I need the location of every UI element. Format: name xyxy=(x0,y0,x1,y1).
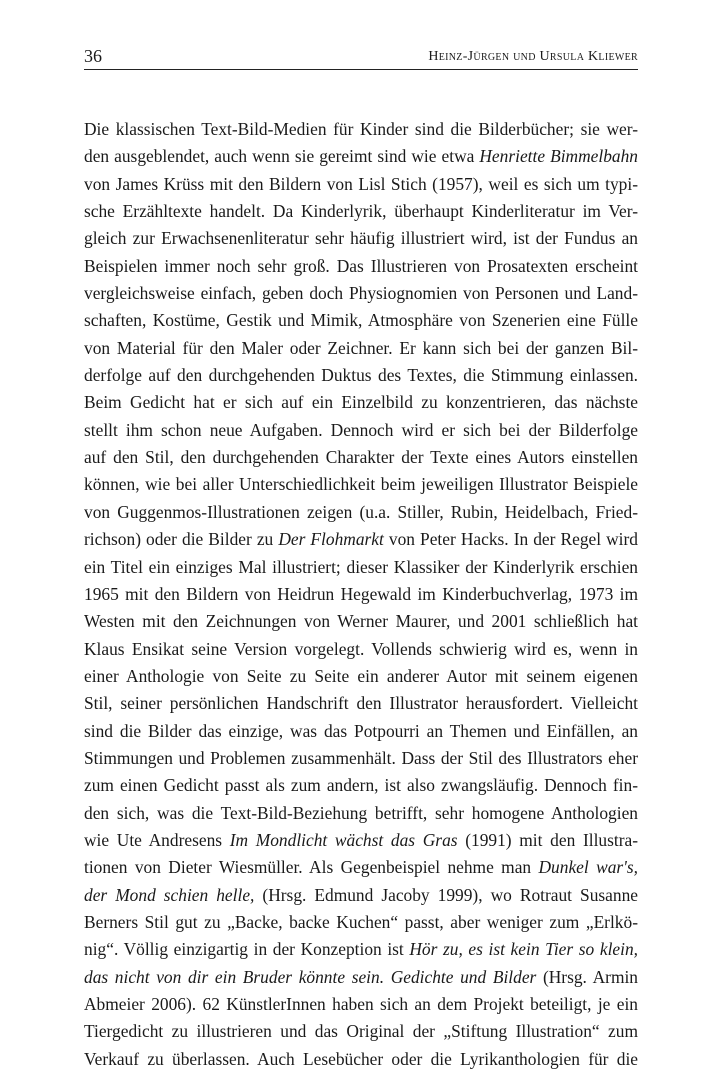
text-line xyxy=(84,663,638,690)
running-head: Heinz-Jürgen und Ursula Kliewer xyxy=(428,49,638,64)
page-header xyxy=(84,46,638,66)
text-run: richson) oder die Bilder zu xyxy=(84,529,279,550)
text-run: auf den Stil, den durchgehenden Charakter der Texte eines Autors einstellen xyxy=(84,447,638,468)
text-run: tionen von Dieter Wiesmüller. Als Gegenbeispiel nehme man xyxy=(84,857,539,878)
text-line xyxy=(84,225,638,252)
text-run: Westen mit den Zeichnungen von Werner Maurer, und 2001 schließlich hat xyxy=(84,611,638,632)
text-run: (Hrsg. Edmund Jacoby 1999), wo Rotraut Susanne xyxy=(254,884,638,905)
text-line xyxy=(84,526,638,553)
text-run: Beim Gedicht hat er sich auf ein Einzelbild zu konzentrieren, das nächste xyxy=(84,392,638,413)
text-run: können, wie bei aller Unterschiedlichkeit beim jeweiligen Illustrator Beispiele xyxy=(84,474,638,495)
text-line xyxy=(84,690,638,717)
body-paragraph xyxy=(84,116,638,1073)
text-line xyxy=(84,444,638,471)
text-run: wie Ute Andresens xyxy=(84,829,230,850)
text-line xyxy=(84,936,638,963)
text-line xyxy=(84,581,638,608)
text-line xyxy=(84,554,638,581)
text-line xyxy=(84,253,638,280)
text-run: Stil, seiner persönlichen Handschrift den Illustrator herausfordert. Vielleicht xyxy=(84,693,638,714)
text-line xyxy=(84,608,638,635)
italic-title: Im Mondlicht wächst das Gras xyxy=(229,829,458,850)
page-number: 36 xyxy=(84,46,102,66)
italic-title: Hör zu, es ist kein Tier so klein, xyxy=(409,939,638,960)
text-run: Beispielen immer noch sehr groß. Das Illustrieren von Prosatexten erscheint xyxy=(84,255,638,276)
text-line xyxy=(84,827,638,854)
italic-title: Henriette Bimmelbahn xyxy=(479,146,638,167)
text-run: von James Krüss mit den Bildern von Lisl Stich (1957), weil es sich um typi- xyxy=(84,173,638,194)
text-run: Tiergedicht zu illustrieren und das Original der „Stiftung Illustration“ zum xyxy=(84,1021,638,1042)
text-run: von Material für den Maler oder Zeichner. Er kann sich bei der ganzen Bil- xyxy=(84,337,638,358)
text-run: von Guggenmos-Illustrationen zeigen (u.a. Stiller, Rubin, Heidelbach, Fried- xyxy=(84,501,638,522)
text-run: den sich, was die Text-Bild-Beziehung betrifft, sehr homogene Anthologien xyxy=(84,802,638,823)
italic-title: das nicht von dir ein Bruder könnte sein. Gedichte und Bilder xyxy=(84,966,537,987)
text-line xyxy=(84,389,638,416)
text-line xyxy=(84,991,638,1018)
text-run: Abmeier 2006). 62 KünstlerInnen haben sich an dem Projekt beteiligt, je ein xyxy=(84,994,638,1014)
text-run: schaften, Kostüme, Gestik und Mimik, Atmosphäre von Szenerien eine Fülle xyxy=(84,310,638,331)
text-line xyxy=(84,171,638,198)
text-line xyxy=(84,636,638,663)
text-run: sind die Bilder das einzige, was das Potpourri an Themen und Einfällen, an xyxy=(84,720,638,741)
text-line xyxy=(84,198,638,225)
text-run: einer Anthologie von Seite zu Seite ein anderer Autor mit seinem eigenen xyxy=(84,665,638,686)
text-line xyxy=(84,362,638,389)
text-run: von Peter Hacks. In der Regel wird xyxy=(383,529,638,550)
text-run: ein Titel ein einziges Mal illustriert; dieser Klassiker der Kinderlyrik erschien xyxy=(84,556,638,577)
text-run: derfolge auf den durchgehenden Duktus des Textes, die Stimmung einlassen. xyxy=(84,365,638,386)
text-run: Berners Stil gut zu „Backe, backe Kuchen“ passt, aber weniger zum „Erlkö- xyxy=(84,911,638,932)
text-line xyxy=(84,718,638,745)
text-line xyxy=(84,143,638,170)
text-run: vergleichsweise einfach, geben doch Physiognomien von Personen und Land- xyxy=(84,283,638,304)
text-run: (1991) mit den Illustra- xyxy=(457,829,638,850)
text-line xyxy=(84,116,638,143)
text-line xyxy=(84,307,638,334)
text-run: 1965 mit den Bildern von Heidrun Hegewald im Kinderbuchverlag, 1973 im xyxy=(84,583,638,604)
text-run: Verkauf zu überlassen. Auch Lesebücher oder die Lyrikanthologien für die xyxy=(84,1048,638,1069)
text-run: stellt ihm schon neue Aufgaben. Dennoch wird er sich bei der Bilderfolge xyxy=(84,419,638,440)
text-line xyxy=(84,800,638,827)
text-run: Klaus Ensikat seine Version vorgelegt. Vollends schwierig wird es, wenn in xyxy=(84,638,638,659)
text-line xyxy=(84,499,638,526)
text-run: nig“. Völlig einzigartig in der Konzeption ist xyxy=(84,939,410,960)
italic-title: Der Flohmarkt xyxy=(278,529,384,550)
text-run: den ausgeblendet, auch wenn sie gereimt sind wie etwa xyxy=(84,146,480,167)
text-run: gleich zur Erwachsenenliteratur sehr häufig illustriert wird, ist der Fundus an xyxy=(84,228,638,249)
text-line xyxy=(84,882,638,909)
text-line xyxy=(84,772,638,799)
header-rule xyxy=(84,69,638,70)
text-line xyxy=(84,909,638,936)
text-run: sche Erzähltexte handelt. Da Kinderlyrik, überhaupt Kinderliteratur im Ver- xyxy=(84,201,638,222)
text-run: (Hrsg. Armin xyxy=(536,966,638,987)
text-line xyxy=(84,471,638,498)
text-line xyxy=(84,964,638,991)
text-line xyxy=(84,1018,638,1045)
text-run: Die klassischen Text-Bild-Medien für Kinder sind die Bilderbücher; sie wer- xyxy=(84,119,638,139)
text-line xyxy=(84,854,638,881)
italic-title: der Mond schien helle, xyxy=(84,884,255,905)
italic-title: Dunkel war's, xyxy=(538,857,638,878)
text-line xyxy=(84,745,638,772)
text-line xyxy=(84,417,638,444)
text-line xyxy=(84,1046,638,1073)
text-run: Stimmungen und Problemen zusammenhält. Dass der Stil des Illustrators eher xyxy=(84,747,638,768)
text-line xyxy=(84,280,638,307)
text-run: zum einen Gedicht passt als zum andern, ist also zwangsläufig. Dennoch fin- xyxy=(84,775,638,796)
text-line xyxy=(84,335,638,362)
